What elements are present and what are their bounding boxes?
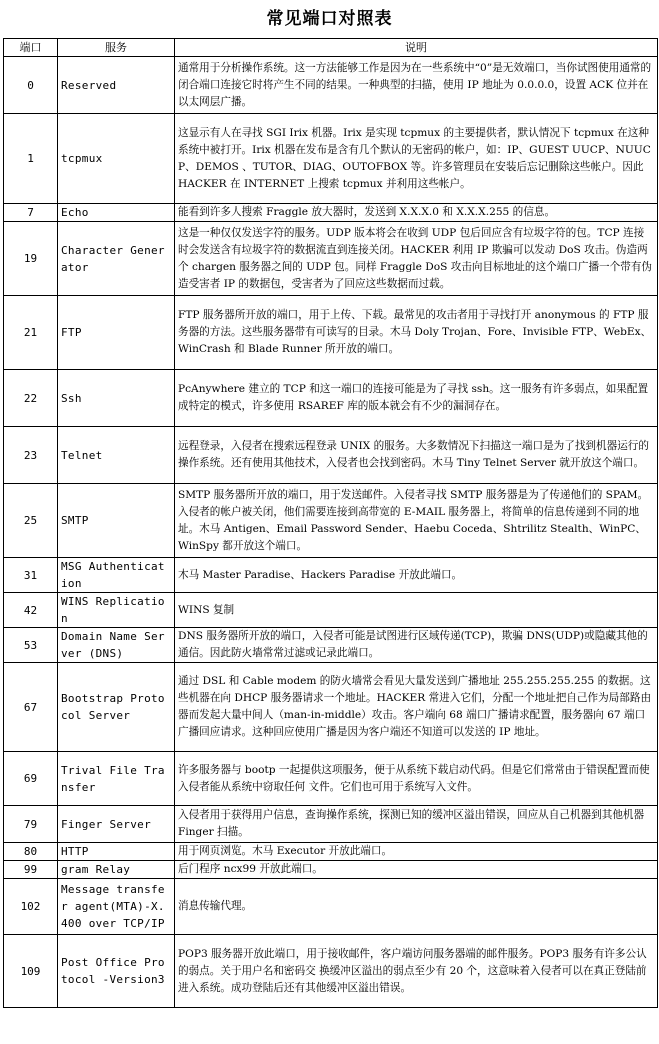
column-header-description: 说明 — [175, 39, 658, 57]
page-title: 常见端口对照表 — [266, 9, 393, 29]
service-cell: MSG Authentication — [58, 558, 175, 593]
port-cell: 80 — [4, 843, 58, 861]
port-cell: 53 — [4, 628, 58, 663]
port-cell: 0 — [4, 57, 58, 114]
service-cell: HTTP — [58, 843, 175, 861]
port-cell: 1 — [4, 114, 58, 204]
service-cell: Message transfer agent(MTA)-X.400 over TCP/IP — [58, 879, 175, 935]
description-cell: 后门程序 ncx99 开放此端口。 — [175, 861, 658, 879]
service-cell: Telnet — [58, 427, 175, 484]
port-cell: 109 — [4, 935, 58, 1008]
table-row — [4, 114, 658, 204]
service-cell: Post Office Protocol -Version3 — [58, 935, 175, 1008]
service-cell: Domain Name Server (DNS) — [58, 628, 175, 663]
table-row — [4, 628, 658, 663]
port-cell: 79 — [4, 806, 58, 843]
port-cell: 22 — [4, 370, 58, 427]
table-row — [4, 370, 658, 427]
description-cell: 通常用于分析操作系统。这一方法能够工作是因为在一些系统中“0”是无效端口，当你试图使用通常的闭合端口连接它时将产生不同的结果。一种典型的扫描，使用 IP 地址为 0.0.0.0，设置 ACK 位并在以太网层广播。 — [175, 57, 658, 114]
service-cell: Bootstrap Protocol Server — [58, 663, 175, 752]
table-row — [4, 222, 658, 296]
table-row — [4, 879, 658, 935]
service-cell: Character Generator — [58, 222, 175, 296]
service-cell: Ssh — [58, 370, 175, 427]
description-cell: 入侵者用于获得用户信息，查询操作系统，探测已知的缓冲区溢出错误，回应从自己机器到其他机器 Finger 扫描。 — [175, 806, 658, 843]
service-cell: Trival File Transfer — [58, 752, 175, 806]
table-row — [4, 935, 658, 1008]
table-row — [4, 484, 658, 558]
port-cell: 25 — [4, 484, 58, 558]
service-cell: Finger Server — [58, 806, 175, 843]
column-header-service: 服务 — [58, 39, 175, 57]
port-cell: 23 — [4, 427, 58, 484]
table-row — [4, 204, 658, 222]
description-cell: PcAnywhere 建立的 TCP 和这一端口的连接可能是为了寻找 ssh。这一服务有许多弱点，如果配置成特定的模式，许多使用 RSAREF 库的版本就会有不少的漏洞存在。 — [175, 370, 658, 427]
port-cell: 99 — [4, 861, 58, 879]
service-cell: gram Relay — [58, 861, 175, 879]
port-cell: 19 — [4, 222, 58, 296]
table-row — [4, 752, 658, 806]
description-cell: POP3 服务器开放此端口，用于接收邮件，客户端访问服务器端的邮件服务。POP3 服务有许多公认的弱点。关于用户名和密码交 换缓冲区溢出的弱点至少有 20 个，这意味着入侵者可以在真正登陆前进入系统。成功登陆后还有其他缓冲区溢出错误。 — [175, 935, 658, 1008]
port-cell: 21 — [4, 296, 58, 370]
description-cell: 用于网页浏览。木马 Executor 开放此端口。 — [175, 843, 658, 861]
table-row — [4, 558, 658, 593]
service-cell: WINS Replication — [58, 593, 175, 628]
table-row — [4, 806, 658, 843]
description-cell: 木马 Master Paradise、Hackers Paradise 开放此端口。 — [175, 558, 658, 593]
port-cell: 31 — [4, 558, 58, 593]
service-cell: tcpmux — [58, 114, 175, 204]
service-cell: Reserved — [58, 57, 175, 114]
description-cell: WINS 复制 — [175, 593, 658, 628]
service-cell: SMTP — [58, 484, 175, 558]
port-cell: 69 — [4, 752, 58, 806]
port-cell: 7 — [4, 204, 58, 222]
column-header-port: 端口 — [4, 39, 58, 57]
table-row — [4, 843, 658, 861]
description-cell: 许多服务器与 bootp 一起提供这项服务，便于从系统下载启动代码。但是它们常常由于错误配置而使入侵者能从系统中窃取任何 文件。它们也可用于系统写入文件。 — [175, 752, 658, 806]
service-cell: Echo — [58, 204, 175, 222]
description-cell: 远程登录，入侵者在搜索远程登录 UNIX 的服务。大多数情况下扫描这一端口是为了找到机器运行的操作系统。还有使用其他技术，入侵者也会找到密码。木马 Tiny Telnet Server 就开放这个端口。 — [175, 427, 658, 484]
table-row — [4, 427, 658, 484]
table-header-row — [4, 39, 658, 57]
description-cell: 消息传输代理。 — [175, 879, 658, 935]
port-cell: 67 — [4, 663, 58, 752]
table-row — [4, 57, 658, 114]
table-row — [4, 593, 658, 628]
port-cell: 42 — [4, 593, 58, 628]
table-row — [4, 296, 658, 370]
description-cell: 通过 DSL 和 Cable modem 的防火墙常会看见大量发送到广播地址 255.255.255.255 的数据。这些机器在向 DHCP 服务器请求一个地址。HACKER 常进入它们，分配一个地址把自己作为局部路由器而发起大量中间人（man-in-middle）攻击。客户端向 68 端口广播请求配置，服务器向 67 端口广播回应请求。这种回应使用广播是因为客户端还不知道可以发送的 IP 地址。 — [175, 663, 658, 752]
description-cell: 这显示有人在寻找 SGI Irix 机器。Irix 是实现 tcpmux 的主要提供者，默认情况下 tcpmux 在这种系统中被打开。Irix 机器在发布是含有几个默认的无密码的帐户，如：IP、GUEST UUCP、NUUCP、DEMOS 、TUTOR、DIAG、OUTOFBOX 等。许多管理员在安装后忘记删除这些帐户。因此 HACKER 在 INTERNET 上搜索 tcpmux 并利用这些帐户。 — [175, 114, 658, 204]
table-row — [4, 861, 658, 879]
description-cell: DNS 服务器所开放的端口，入侵者可能是试图进行区域传递(TCP)，欺骗 DNS(UDP)或隐藏其他的通信。因此防火墙常常过滤或记录此端口。 — [175, 628, 658, 663]
description-cell: 这是一种仅仅发送字符的服务。UDP 版本将会在收到 UDP 包后回应含有垃圾字符的包。TCP 连接时会发送含有垃圾字符的数据流直到连接关闭。HACKER 利用 IP 欺骗可以发动 DoS 攻击。伪造两个 chargen 服务器之间的 UDP 包。同样 Fraggle DoS 攻击向目标地址的这个端口广播一个带有伪造受害者 IP 的数据包，受害者为了回应这些数据而过载。 — [175, 222, 658, 296]
table-row — [4, 663, 658, 752]
description-cell: SMTP 服务器所开放的端口，用于发送邮件。入侵者寻找 SMTP 服务器是为了传递他们的 SPAM。入侵者的帐户被关闭，他们需要连接到高带宽的 E-MAIL 服务器上，将简单的信息传递到不同的地址。木马 Antigen、Email Password Sender、Haebu Coceda、Shtrilitz Stealth、WinPC、WinSpy 都开放这个端口。 — [175, 484, 658, 558]
description-cell: FTP 服务器所开放的端口，用于上传、下载。最常见的攻击者用于寻找打开 anonymous 的 FTP 服务器的方法。这些服务器带有可读写的目录。木马 Doly Trojan、Fore、Invisible FTP、WebEx、WinCrash 和 Blade Runner 所开放的端口。 — [175, 296, 658, 370]
service-cell: FTP — [58, 296, 175, 370]
description-cell: 能看到许多人搜索 Fraggle 放大器时，发送到 X.X.X.0 和 X.X.X.255 的信息。 — [175, 204, 658, 222]
port-table — [3, 38, 658, 1008]
port-cell: 102 — [4, 879, 58, 935]
